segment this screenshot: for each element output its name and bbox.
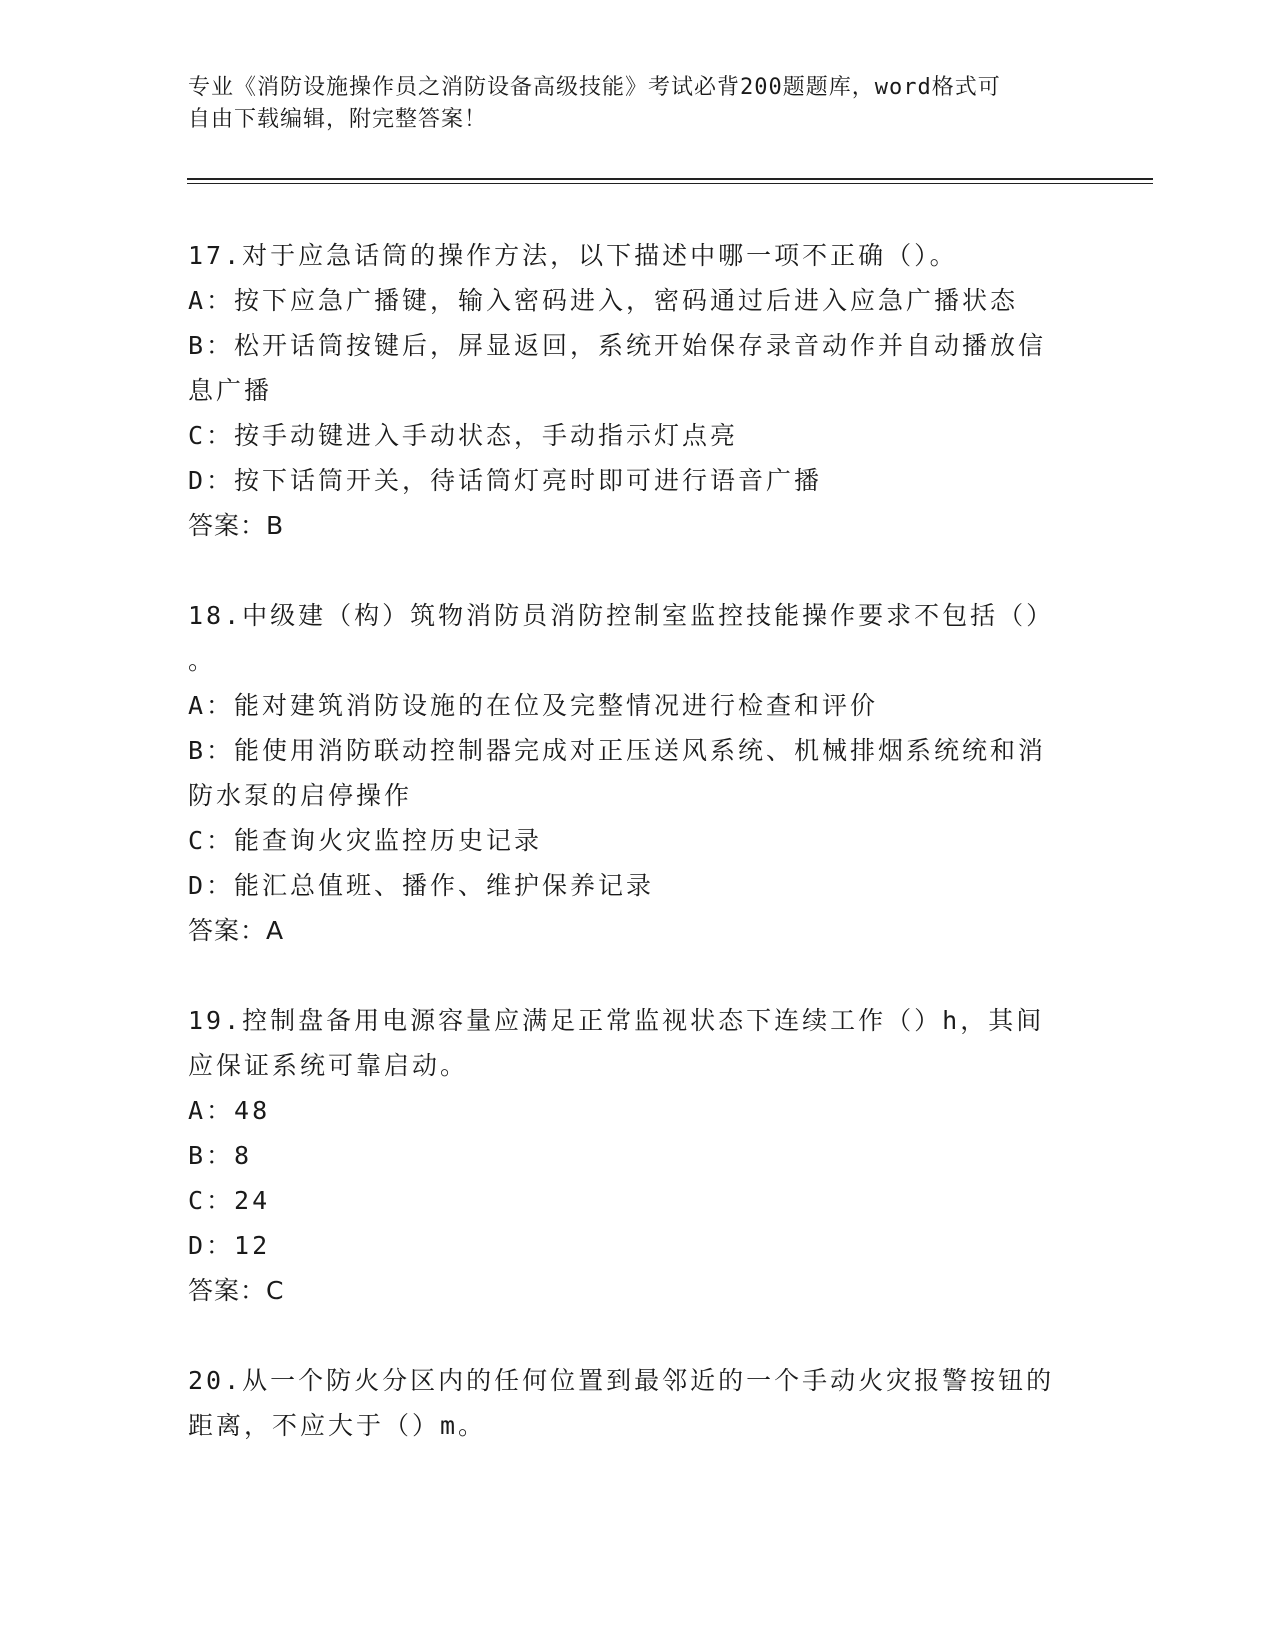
header-line-2: 自由下载编辑，附完整答案！ [188, 107, 488, 132]
answer-label: 答案：A [188, 916, 285, 945]
option-b: B：松开话筒按键后，屏显返回，系统开始保存录音动作并自动播放信 [188, 331, 1047, 360]
document-header [188, 72, 1088, 136]
option-d: D：按下话筒开关，待话筒灯亮时即可进行语音广播 [188, 466, 823, 495]
option-d: D：能汇总值班、播作、维护保养记录 [188, 871, 655, 900]
option-b: B：8 [188, 1141, 253, 1170]
question-stem: 20.从一个防火分区内的任何位置到最邻近的一个手动火灾报警按钮的 [188, 1366, 1055, 1395]
question-18 [188, 593, 1088, 953]
option-d: D：12 [188, 1231, 271, 1260]
header-divider-bottom [187, 183, 1153, 184]
question-list [188, 233, 1088, 1493]
option-b: B：能使用消防联动控制器完成对正压送风系统、机械排烟系统统和消 [188, 736, 1047, 765]
option-a: A：能对建筑消防设施的在位及完整情况进行检查和评价 [188, 691, 879, 720]
question-stem-continued: 应保证系统可靠启动。 [188, 1051, 469, 1080]
question-19 [188, 998, 1088, 1313]
answer-label: 答案：C [188, 1276, 285, 1305]
question-17 [188, 233, 1088, 548]
option-c: C：能查询火灾监控历史记录 [188, 826, 543, 855]
option-b-continued: 息广播 [188, 376, 273, 405]
option-a: A：按下应急广播键，输入密码进入，密码通过后进入应急广播状态 [188, 286, 1019, 315]
option-b-continued: 防水泵的启停操作 [188, 781, 413, 810]
header-line-1: 专业《消防设施操作员之消防设备高级技能》考试必背200题题库，word格式可 [188, 75, 1001, 100]
question-stem-continued: 距离，不应大于（）m。 [188, 1411, 487, 1440]
answer-label: 答案：B [188, 511, 285, 540]
option-c: C：按手动键进入手动状态，手动指示灯点亮 [188, 421, 739, 450]
question-stem: 17.对于应急话筒的操作方法，以下描述中哪一项不正确（）。 [188, 241, 958, 270]
question-stem-continued: 。 [188, 646, 217, 675]
option-c: C：24 [188, 1186, 271, 1215]
option-a: A：48 [188, 1096, 271, 1125]
header-divider-top [187, 178, 1153, 180]
question-stem: 18.中级建（构）筑物消防员消防控制室监控技能操作要求不包括（） [188, 601, 1055, 630]
question-20 [188, 1358, 1088, 1448]
question-stem: 19.控制盘备用电源容量应满足正常监视状态下连续工作（）h，其间 [188, 1006, 1045, 1035]
